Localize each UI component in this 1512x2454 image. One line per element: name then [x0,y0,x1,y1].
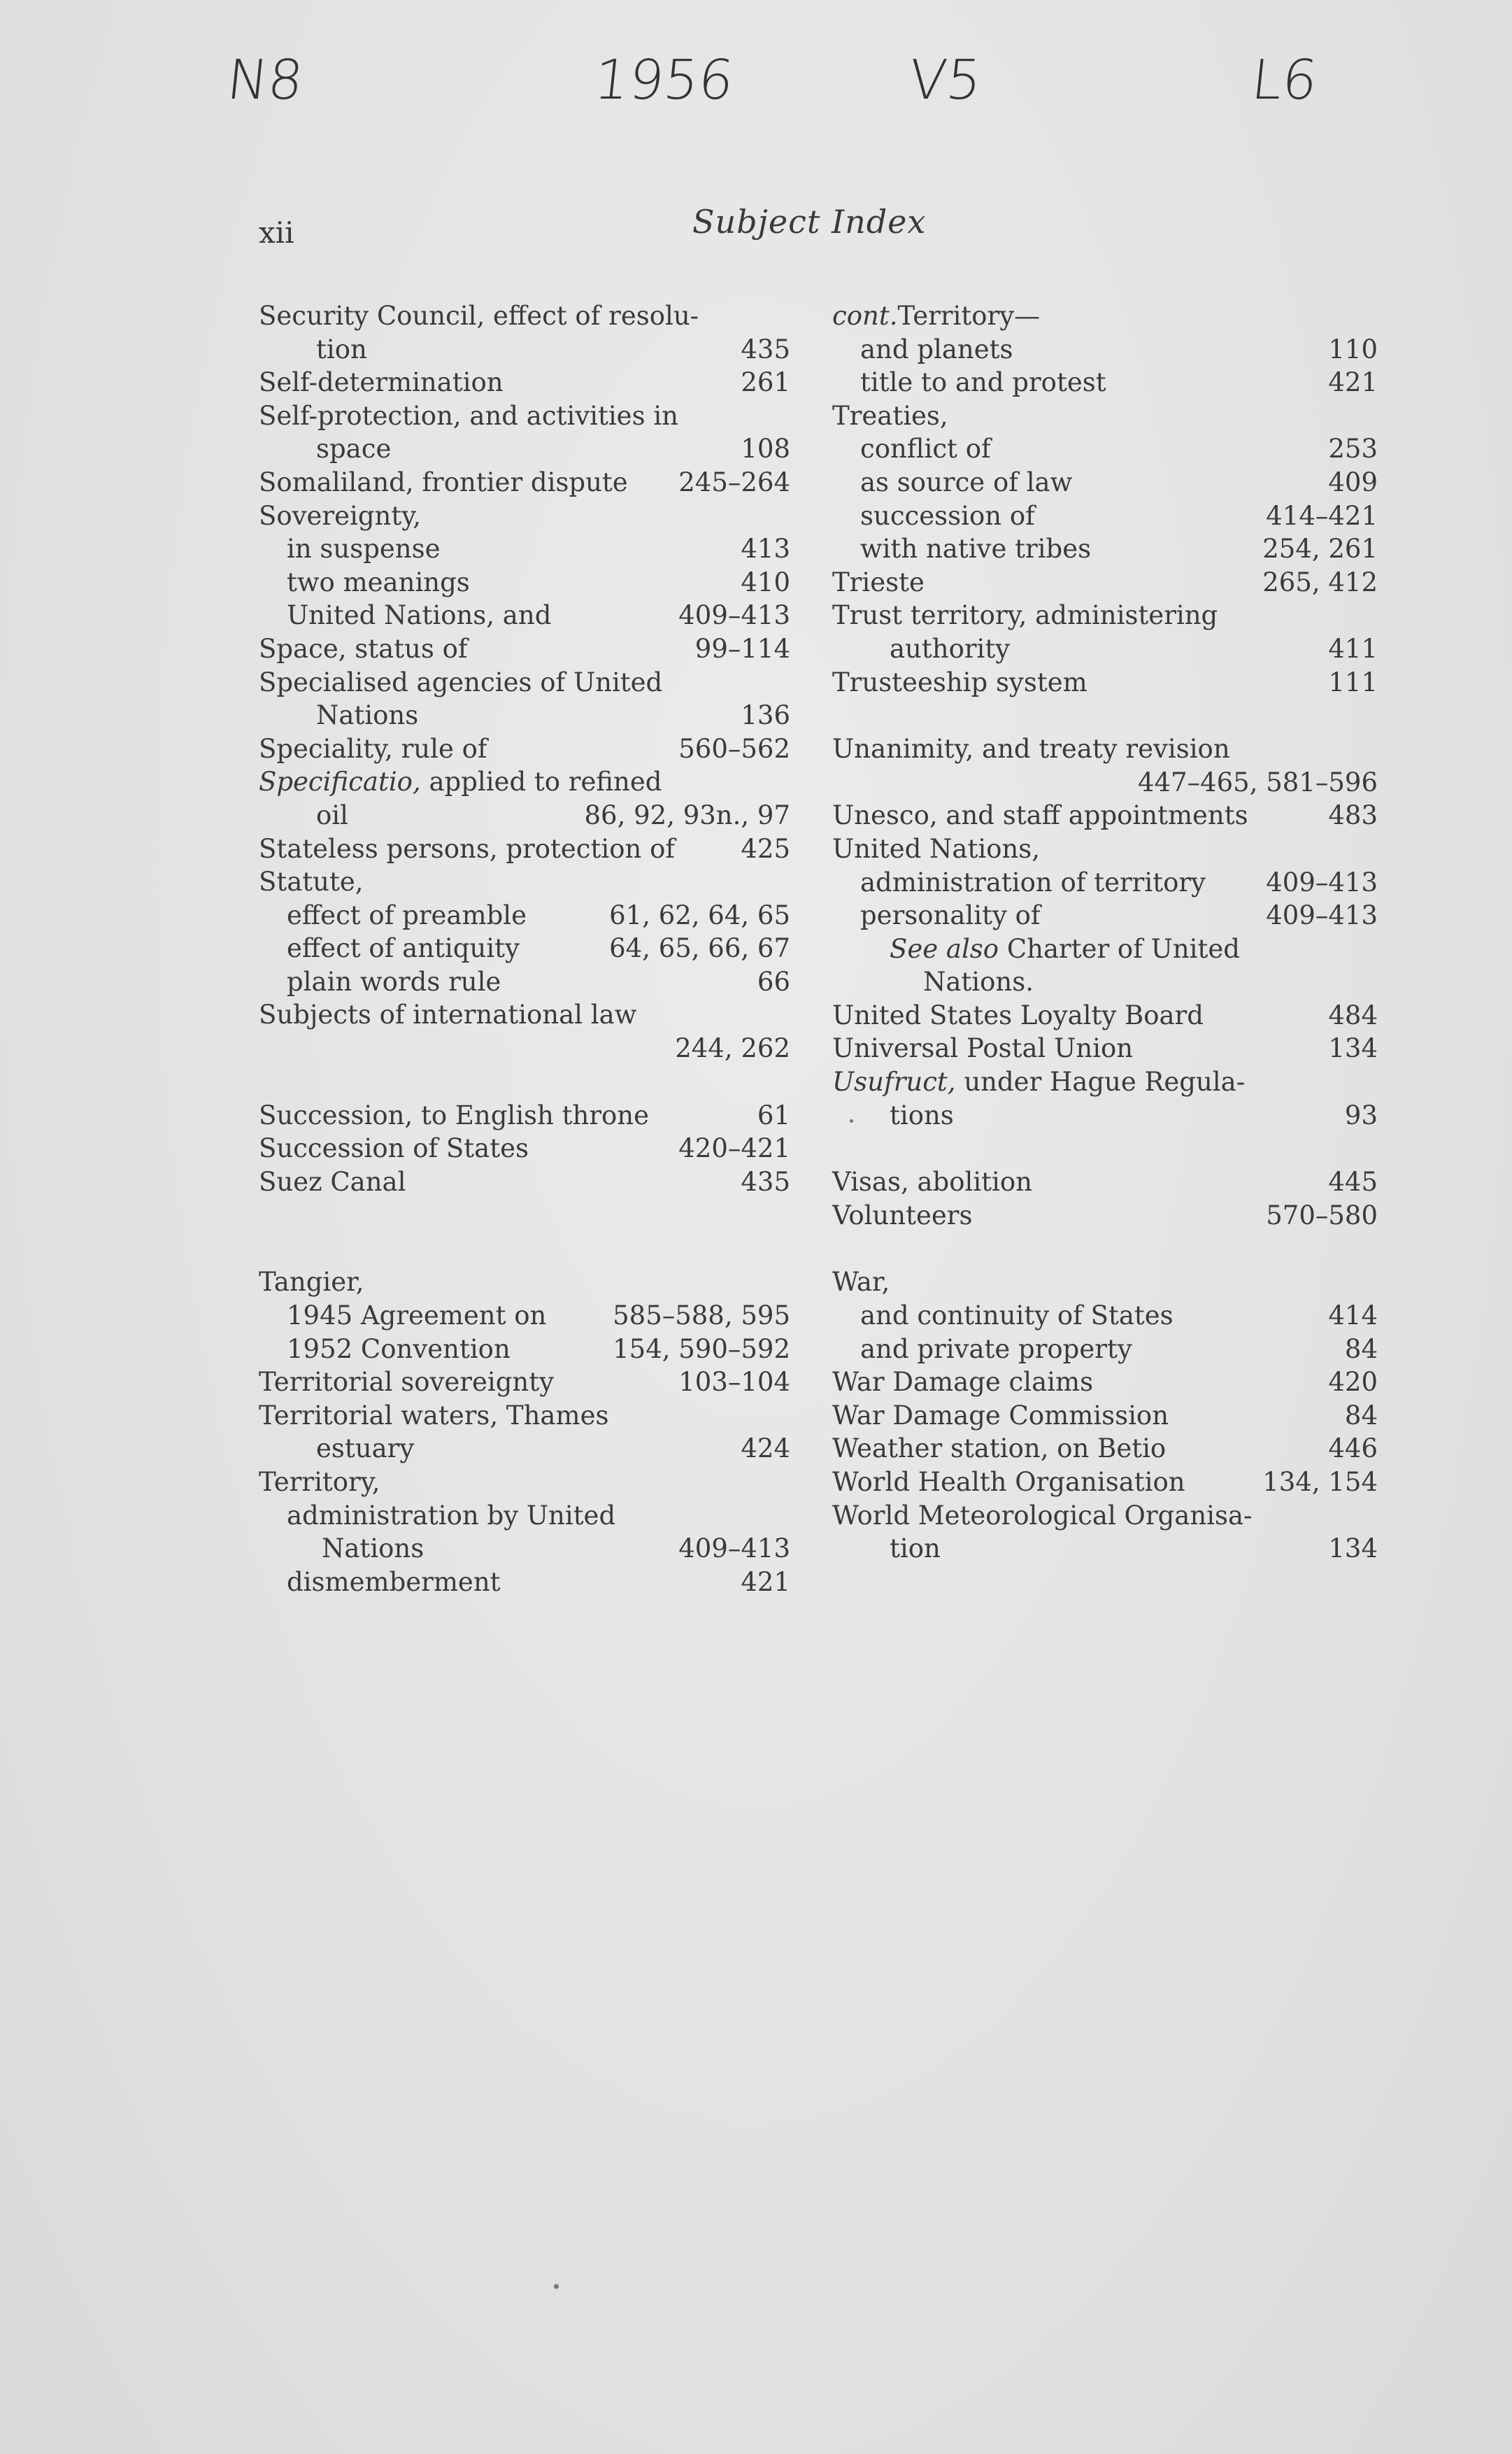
entry-text [287,1501,615,1531]
entry-text [832,1200,972,1230]
entry-text [259,1133,529,1163]
index-subentry [259,566,790,600]
page-reference-line: 447–465, 581–596 [1137,767,1378,797]
entry-heading: Self-protection, and activities in [259,400,678,431]
entry-text [287,534,441,564]
page-reference: 409–413 [1266,900,1378,931]
entry-text [287,1300,546,1331]
entry-text [259,1100,649,1130]
entry-text [259,1000,636,1030]
entry-text [832,1501,1253,1531]
index-entry [259,666,790,700]
paper-speck [554,2284,559,2289]
page-reference: 585–588, 595 [613,1300,790,1331]
index-entry [259,1366,790,1399]
index-entry [259,632,790,666]
entry-text [832,1367,1093,1397]
subentry-heading: and private property [860,1333,1132,1364]
entry-heading-cont: estuary [316,1433,415,1464]
page-reference: 413 [741,534,790,565]
entry-heading: Speciality, rule of [259,733,487,764]
index-subentry [259,532,790,566]
entry-heading: Statute, [259,867,364,898]
subentry-heading: effect of preamble [287,900,527,930]
entry-heading: United Nations, [832,833,1041,864]
section-gap [259,1065,790,1099]
entry-text [832,1433,1166,1463]
entry-text [860,867,1206,898]
page-reference: 570–580 [1266,1200,1378,1230]
cross-reference-continuation [832,965,1378,999]
page-reference: 136 [741,700,790,731]
page-reference: 409 [1328,467,1378,497]
entry-heading: Succession of States [259,1133,529,1164]
page-reference: 61 [757,1100,790,1130]
entry-heading: Stateless persons, protection of [259,833,676,864]
page-reference: 86, 92, 93n., 97 [584,800,790,830]
entry-heading-italic: Specificatio, [259,767,421,797]
page-reference: 134 [1328,1533,1378,1564]
entry-text [259,1367,554,1397]
entry-text [259,301,699,331]
subentry-heading: and continuity of States [860,1300,1174,1331]
page-reference: 420–421 [678,1133,790,1164]
subentry-heading: 1952 Convention [287,1333,511,1364]
entry-text [832,1267,890,1297]
page-reference: 66 [757,966,790,997]
page-reference: 483 [1328,800,1378,831]
subentry-heading: with native tribes [860,534,1092,565]
index-subentry [832,1299,1378,1333]
page-reference: 61, 62, 64, 65 [609,900,790,930]
index-entry [832,1065,1378,1099]
entry-text [259,401,678,431]
entry-text [860,1300,1174,1331]
entry-text [259,1267,364,1297]
entry-heading: under Hague Regula- [955,1067,1246,1098]
entry-text [832,734,1230,764]
subentry-heading: succession of [860,500,1035,531]
page-reference: 134 [1328,1033,1378,1064]
subentry-heading: and planets [860,334,1013,364]
subentry-heading: in suspense [287,534,441,565]
page-reference: 446 [1328,1433,1378,1464]
entry-heading: Trust territory, administering [832,600,1218,631]
entry-text [287,1334,511,1364]
entry-heading: War Damage claims [832,1367,1094,1398]
page-reference: 245–264 [678,467,790,497]
entry-text [832,1033,1133,1063]
index-entry [259,832,790,866]
page-reference: 84 [1344,1333,1378,1364]
entry-continuation [259,432,790,466]
see-also-text: Charter of United [999,933,1240,964]
subentry-heading: conflict of [860,434,991,464]
entry-heading-italic: cont. [832,301,898,331]
subentry-heading: personality of [860,900,1041,931]
index-entry [259,1399,790,1433]
entry-text [832,600,1218,630]
page-reference: 261 [741,367,790,398]
entry-continuation [259,799,790,832]
page-reference: 84 [1344,1400,1378,1431]
entry-text [259,1400,608,1431]
entry-heading: World Health Organisation [832,1467,1185,1497]
index-entry [832,1432,1378,1466]
page-reference: 409–413 [678,1533,790,1564]
page-reference: 411 [1328,633,1378,664]
page-reference: 265, 412 [1262,567,1378,597]
entry-heading: Territory, [259,1467,380,1497]
see-also-text-cont: Nations. [923,967,1034,998]
index-entry [832,799,1378,832]
entry-text [832,1467,1185,1497]
page-reference: 410 [741,567,790,597]
entry-text [832,567,925,597]
entry-text [832,667,1087,697]
index-entry [832,1366,1378,1399]
entry-continuation [259,699,790,732]
entry-text [832,834,1040,864]
entry-heading-italic: Usufruct, [832,1067,956,1098]
index-subentry [259,599,790,632]
entry-continuation [832,1099,1378,1133]
entry-continuation [832,1532,1378,1566]
subentry-heading: administration of territory [860,867,1206,898]
index-subentry [832,333,1378,367]
index-entry [832,1199,1378,1233]
entry-continuation [259,1432,790,1466]
index-subentry [259,1499,790,1533]
entry-text [259,767,662,797]
index-entry [832,1032,1378,1065]
page-reference-line: 244, 262 [675,1033,790,1064]
entry-text [259,667,662,697]
handwritten-mark-2: 1956 [591,49,737,112]
page-reference: 421 [741,1566,790,1597]
page-reference: 254, 261 [1262,534,1378,565]
entry-heading: Territory— [897,301,1041,331]
entry-text [832,1400,1169,1431]
index-subentry [259,965,790,999]
entry-heading-cont: tions [890,1100,954,1130]
page-reference: 484 [1328,1000,1378,1030]
page-reference: 421 [1328,367,1378,398]
index-entry [259,1265,790,1299]
entry-heading: Space, status of [259,633,468,664]
index-subentry [832,1333,1378,1366]
entry-heading: Weather station, on Betio [832,1433,1167,1464]
entry-heading: Sovereignty, [259,500,421,531]
entry-heading: Specialised agencies of United [259,667,663,697]
entry-heading: applied to refined [420,767,662,797]
index-entry [259,865,790,899]
paper-speck [850,1119,853,1123]
entry-text [287,600,551,630]
section-gap [259,1198,790,1265]
index-entry [832,299,1378,333]
index-entry [832,599,1378,632]
entry-heading: Unesco, and staff appointments [832,800,1248,831]
index-entry [259,732,790,766]
entry-heading: Succession, to English throne [259,1100,650,1130]
entry-heading: United States Loyalty Board [832,1000,1204,1030]
entry-text [860,900,1041,930]
index-entry [259,466,790,499]
entry-text [832,1167,1032,1197]
entry-heading: Unanimity, and treaty revision [832,734,1230,765]
index-entry [259,1099,790,1133]
entry-heading: Treaties, [832,400,948,431]
entry-text [832,401,948,431]
entry-text [860,467,1072,497]
page-reference: 445 [1328,1167,1378,1198]
index-entry [832,999,1378,1033]
page-reference: 425 [741,833,790,864]
entry-heading-cont: tion [316,334,367,364]
entry-heading-cont: Nations [316,700,419,731]
page-folio: xii [259,215,294,250]
index-subentry [259,899,790,932]
page-reference: 103–104 [678,1367,790,1398]
entry-heading: Volunteers [832,1200,973,1230]
subentry-heading: dismemberment [287,1566,501,1597]
entry-text [860,334,1013,364]
index-entry [832,1399,1378,1433]
page-reference: 414–421 [1266,500,1378,531]
index-subentry [832,366,1378,399]
entry-heading: Subjects of international law [259,1000,637,1030]
index-subentry [832,532,1378,566]
subentry-heading: two meanings [287,567,470,597]
entry-heading: World Meteorological Organisa- [832,1500,1253,1531]
index-entry [259,1165,790,1199]
section-gap [832,1232,1378,1265]
entry-heading: Visas, abolition [832,1167,1032,1198]
index-column-right [832,299,1378,1566]
page-reference: 111 [1328,667,1378,697]
entry-text [860,534,1091,564]
section-gap [832,699,1378,732]
entry-heading: Tangier, [259,1267,364,1298]
entry-heading: Self-determination [259,367,504,398]
entry-heading-cont: oil [316,800,348,830]
index-entry [832,1466,1378,1499]
entry-text [287,567,470,597]
index-entry [259,998,790,1032]
page-reference: 108 [741,434,790,464]
handwritten-mark-1: N8 [224,49,306,112]
entry-text [860,501,1035,531]
entry-heading-cont: space [316,434,392,464]
entry-text [287,1567,501,1597]
subentry-heading: administration by United [287,1500,616,1531]
index-entry [259,366,790,399]
entry-text [259,734,487,764]
entry-text [259,501,421,531]
entry-heading: Suez Canal [259,1166,406,1197]
index-entry [259,1132,790,1165]
index-entry [832,1165,1378,1199]
page-reference: 64, 65, 66, 67 [609,933,790,964]
section-gap [832,1132,1378,1165]
entry-text [259,367,504,397]
entry-heading-cont: tion [890,1533,941,1564]
index-subentry [832,866,1378,900]
index-entry [832,1265,1378,1299]
page-reference: 409–413 [1266,867,1378,898]
entry-heading: Territorial waters, Thames [259,1400,609,1431]
page-reference: 409–413 [678,600,790,631]
entry-heading: Security Council, effect of resolu- [259,301,699,331]
page-reference: 93 [1344,1100,1378,1130]
index-entry [832,399,1378,433]
entry-heading: Universal Postal Union [832,1033,1134,1064]
index-subentry [259,1299,790,1333]
entry-text [832,800,1248,830]
index-entry [259,1466,790,1499]
index-entry [832,666,1378,700]
subentry-heading: United Nations, and [287,600,552,631]
entry-text [259,634,468,664]
entry-text [860,434,991,464]
handwritten-mark-3: V5 [906,49,985,112]
subentry-heading: as source of law [860,467,1073,497]
entry-heading: Somaliland, frontier dispute [259,467,628,497]
index-subentry [832,499,1378,533]
page-reference: 154, 590–592 [613,1333,790,1364]
entry-text [259,1167,406,1197]
page-reference: 424 [741,1433,790,1464]
page-reference: 253 [1328,434,1378,464]
index-entry [259,299,790,333]
page-reference: 435 [741,1166,790,1197]
index-entry [832,832,1378,866]
index-entry [832,1499,1378,1533]
index-entry [259,399,790,433]
entry-heading: Territorial sovereignty [259,1367,554,1398]
entry-text [259,467,628,497]
entry-text [259,867,364,897]
entry-text [259,834,675,864]
entry-heading-cont: Nations [322,1533,425,1564]
entry-heading: Trusteeship system [832,667,1087,697]
handwritten-mark-4: L6 [1248,49,1320,112]
index-subentry [832,466,1378,499]
subentry-heading: plain words rule [287,966,501,997]
entry-heading: Trieste [832,567,925,597]
entry-continuation [259,333,790,367]
index-column-left [259,299,790,1598]
entry-continuation [259,1532,790,1566]
index-entry [832,732,1378,766]
entry-heading-cont: authority [890,633,1011,664]
cross-reference [832,932,1378,966]
index-entry [259,499,790,533]
running-title: Subject Index [692,203,927,241]
entry-text [287,967,501,997]
entry-heading: War, [832,1267,890,1298]
index-subentry [832,899,1378,932]
page-reference: 420 [1328,1367,1378,1398]
index-subentry [259,1566,790,1599]
entry-continuation [832,632,1378,666]
entry-text [832,1000,1204,1030]
subentry-heading: 1945 Agreement on [287,1300,547,1331]
index-subentry [259,1333,790,1366]
page-reference: 99–114 [694,633,790,664]
entry-text [860,1334,1132,1364]
index-subentry [259,932,790,965]
index-entry [832,566,1378,600]
index-entry [259,765,790,799]
entry-text [259,1467,380,1497]
index-subentry [832,432,1378,466]
page-reference: 414 [1328,1300,1378,1331]
page-reference: 435 [741,334,790,364]
subentry-heading: title to and protest [860,367,1106,398]
subentry-heading: effect of antiquity [287,933,520,964]
entry-text [832,301,1040,331]
page-reference: 560–562 [678,733,790,764]
entry-heading: War Damage Commission [832,1400,1169,1431]
entry-text [860,367,1106,397]
entry-text [832,1067,1245,1097]
entry-text [287,933,520,963]
page-reference: 134, 154 [1262,1467,1378,1497]
page-reference: 110 [1328,334,1378,364]
see-also-label: See also [890,933,999,964]
entry-text [287,900,527,930]
